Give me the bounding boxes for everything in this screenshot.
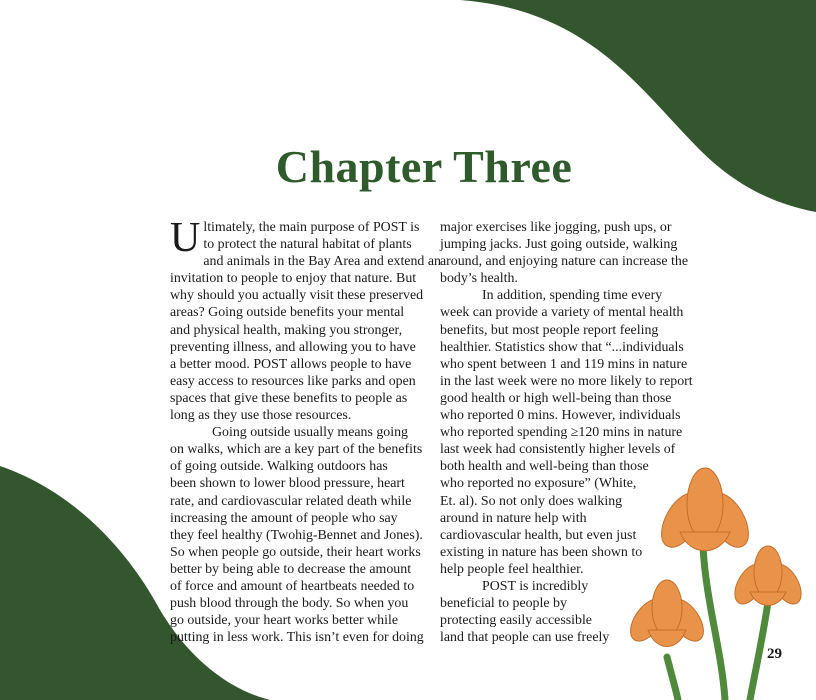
- drop-cap: U: [170, 215, 201, 261]
- left-text-column: [170, 215, 441, 646]
- text-line: beneficial to people by: [440, 596, 567, 612]
- text-line: POST is incredibly: [482, 578, 589, 594]
- text-line: go outside, your heart works better while: [170, 613, 398, 629]
- text-line: cardiovascular health, but even just: [440, 527, 637, 543]
- text-line: been shown to lower blood pressure, heart: [170, 476, 405, 492]
- text-line: a better mood. POST allows people to have: [170, 356, 412, 372]
- text-line: Et. al). So not only does walking: [440, 493, 623, 509]
- text-line: last week had consistently higher levels of: [440, 442, 676, 458]
- text-line: who reported 0 mins. However, individuals: [440, 408, 681, 424]
- text-line: invitation to people to enjoy that nature. But: [170, 271, 417, 287]
- text-line: existing in nature has been shown to: [440, 544, 643, 560]
- text-line: to protect the natural habitat of plants: [203, 237, 412, 253]
- text-line: jumping jacks. Just going outside, walking: [440, 237, 678, 253]
- text-line: body’s health.: [440, 271, 518, 287]
- text-line: easy access to resources like parks and open: [170, 373, 416, 389]
- text-line: in the last week were no more likely to report: [440, 373, 693, 389]
- text-line: benefits, but most people report feeling: [440, 322, 659, 338]
- text-line: better by being able to decrease the amount: [170, 561, 412, 577]
- right-poppy: [729, 546, 808, 609]
- chapter-title: Chapter Three: [275, 141, 573, 192]
- text-line: good health or high well-being than those: [440, 390, 672, 406]
- text-line: who spent between 1 and 119 mins in nature: [440, 356, 688, 372]
- text-line: long as they use those resources.: [170, 408, 352, 424]
- text-line: and animals in the Bay Area and extend an: [203, 254, 441, 270]
- text-line: week can provide a variety of mental health: [440, 305, 684, 321]
- text-line: who reported no exposure” (White,: [440, 476, 637, 492]
- text-line: putting in less work. This isn’t even for doing: [170, 630, 424, 646]
- text-line: they feel healthy (Twohig-Bennet and Jones).: [170, 527, 423, 543]
- text-line: around, and enjoying nature can increase the: [440, 254, 688, 270]
- text-line: why should you actually visit these preserved: [170, 288, 424, 304]
- text-line: around in nature help with: [440, 510, 587, 526]
- text-line: areas? Going outside benefits your mental: [170, 305, 405, 321]
- text-line: protecting easily accessible: [440, 613, 592, 629]
- text-line: spaces that give these benefits to people as: [170, 390, 408, 406]
- text-line: rate, and cardiovascular related death while: [170, 493, 412, 509]
- text-line: and physical health, making you stronger,: [170, 322, 403, 338]
- text-line: Going outside usually means going: [212, 425, 408, 441]
- text-line: preventing illness, and allowing you to have: [170, 339, 416, 355]
- text-line: major exercises like jogging, push ups, or: [440, 220, 672, 235]
- text-line: both health and well-being than those: [440, 459, 649, 475]
- text-line: push blood through the body. So when you: [170, 596, 409, 612]
- text-line: on walks, which are a key part of the benefits: [170, 442, 423, 458]
- text-line: of force and amount of heartbeats needed to: [170, 578, 415, 594]
- text-line: increasing the amount of people who say: [170, 510, 398, 526]
- page-number: 29: [767, 646, 782, 662]
- text-line: So when people go outside, their heart works: [170, 544, 421, 560]
- text-line: land that people can use freely: [440, 630, 610, 646]
- text-line: help people feel healthier.: [440, 561, 584, 577]
- text-line: of going outside. Walking outdoors has: [170, 459, 388, 475]
- right-text-column: [440, 219, 702, 646]
- text-line: ltimately, the main purpose of POST is: [203, 220, 420, 235]
- text-line: healthier. Statistics show that “...individuals: [440, 339, 684, 355]
- text-line: who reported spending ≥120 mins in nature: [440, 425, 683, 441]
- text-line: In addition, spending time every: [482, 288, 663, 304]
